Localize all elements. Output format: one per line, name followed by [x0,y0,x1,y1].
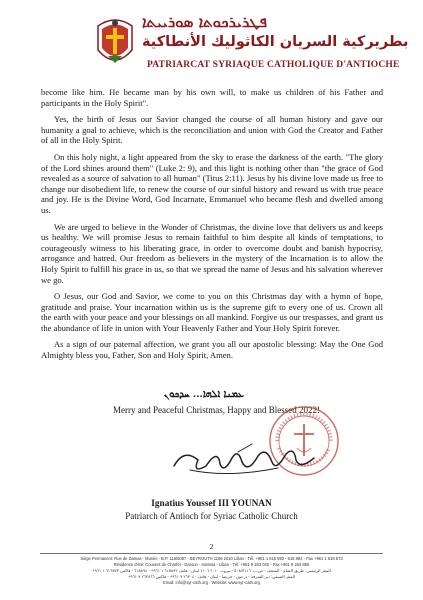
christmas-greeting: Merry and Peaceful Christmas, Happy and Blessed 2022! [113,405,320,415]
paragraph-1: become like him. He became man by his own will, to make us children of his Father and participants in the Holy Spirit". [41,87,383,108]
syriac-title: ܦܛܪܝܪܟܘܬܐ ܣܘܪܝܝܬܐ [142,13,267,31]
footer-line-arabic-summer: المقر الصيفي: دير الشرفة - درعون - حريصا - لبنان - هاتف ٢٦٣٠٤٠ ٩ ٩٦١+ - فاكس ٢٦٣٨٦٦ ٩ ٩٦١+ [127,574,296,580]
paragraph-3: On this holy night, a light appeared from the sky to erase the darkness of the earth. "The glory of the Lord shines around them" (Luke 2: 9), and this light is nothing other than "the grace of God revealed as a source of salvation to all human" (Titus 2:11). Jesus by his divine love made us free to change our disobedient life, to renew the course of our sinful history and reward us with true peace and joy. He is the Divine Word, God Incarnate, Emmanuel who became flesh and dwelled among us. [41,151,383,215]
french-title: PATRIARCAT SYRIAQUE CATHOLIQUE D'ANTIOCHE [147,60,400,70]
paragraph-2: Yes, the birth of Jesus our Savior changed the course of all human history and gave our humanity a goal to achieve, which is the reconciliation and union with God the Creator and Father of all in the Holy Spirit. [41,114,383,146]
syriac-greeting: ܥܡܢܐ ܐܠܗܐ... ܚܕܟܘܢ [164,389,245,400]
signatory-title: Patriarch of Antioch for Syriac Catholic Church [125,511,298,521]
letter-body [41,87,383,365]
paragraph-4: We are urged to believe in the Wonder of Christmas, the divine love that delivers us and keeps us healthy. We will promise Jesus to remain faithful to him despite all kinds of temptations, to courageously witness to his liberating grace, in order to overcome doubt and banish hypocrisy, arrogance and hatred. Our freedom as believers in the mystery of the Incarnation is to allow the Holy Spirit to fulfill his grace in us, so that we spread the name of Jesus and his salvation wherever we go. [41,221,383,285]
footer-line-contact: Email: info@syr-cath.org - Website: www.syr-cath.org [163,580,260,586]
footer-line-arabic-address: المقر الرئيسي: طريق الشام - المتحف - ص.ب. ٥٠٨٧/١١٦ - بيروت ٢٠١٠ ١١٠٦ لبنان - هاتف ٦١٥٨٩٢ ١ ٩٦١+ - ٦١٥٨٩٤ - فاكس ٦١٦٥٧٣ ١ ٩٦١+ [92,568,331,574]
patriarchate-logo-icon [94,16,136,68]
footer-line-summer: Résidence d'été: Couvent de Charfet - Daroun - Harissa - Liban - Tél. +961 9 263 040 - Fax +961 9 263 866 [113,562,310,568]
footer-contact [30,556,393,586]
footer-line-address: Siège Permanent: Rue de Damas - Musée - B.P. 116/5087 - BEYROUTH 1106 2010 Liban - Tél. +961 1 615 892 - 615 894 - Fax +961 1 616 573 [80,556,343,561]
letterhead [0,0,423,88]
paragraph-blessing: As a sign of our paternal affection, we grant you all our apostolic blessing: May the One God Almighty bless you, Father, Son and Holy Spirit, Amen. [41,339,383,361]
paragraph-5: O Jesus, our God and Savior, we come to you on this Christmas day with a hymn of hope, gratitude and praise. Your incarnation within us is the supreme gift to every one of us. Crown all the earth with your peace and your blessings on all mankind. Forgive us our trespasses, and grant us the abundance of life in union with Your Heavenly Father and Your Holy Spirit forever. [41,291,383,333]
footer-divider [40,553,383,554]
page-number: 2 [209,542,214,551]
signature-icon [168,440,328,480]
signatory-name: Ignatius Youssef III YOUNAN [151,499,272,509]
arabic-title: بطريركية السريان الكاثوليك الأنطاكية [142,34,409,50]
